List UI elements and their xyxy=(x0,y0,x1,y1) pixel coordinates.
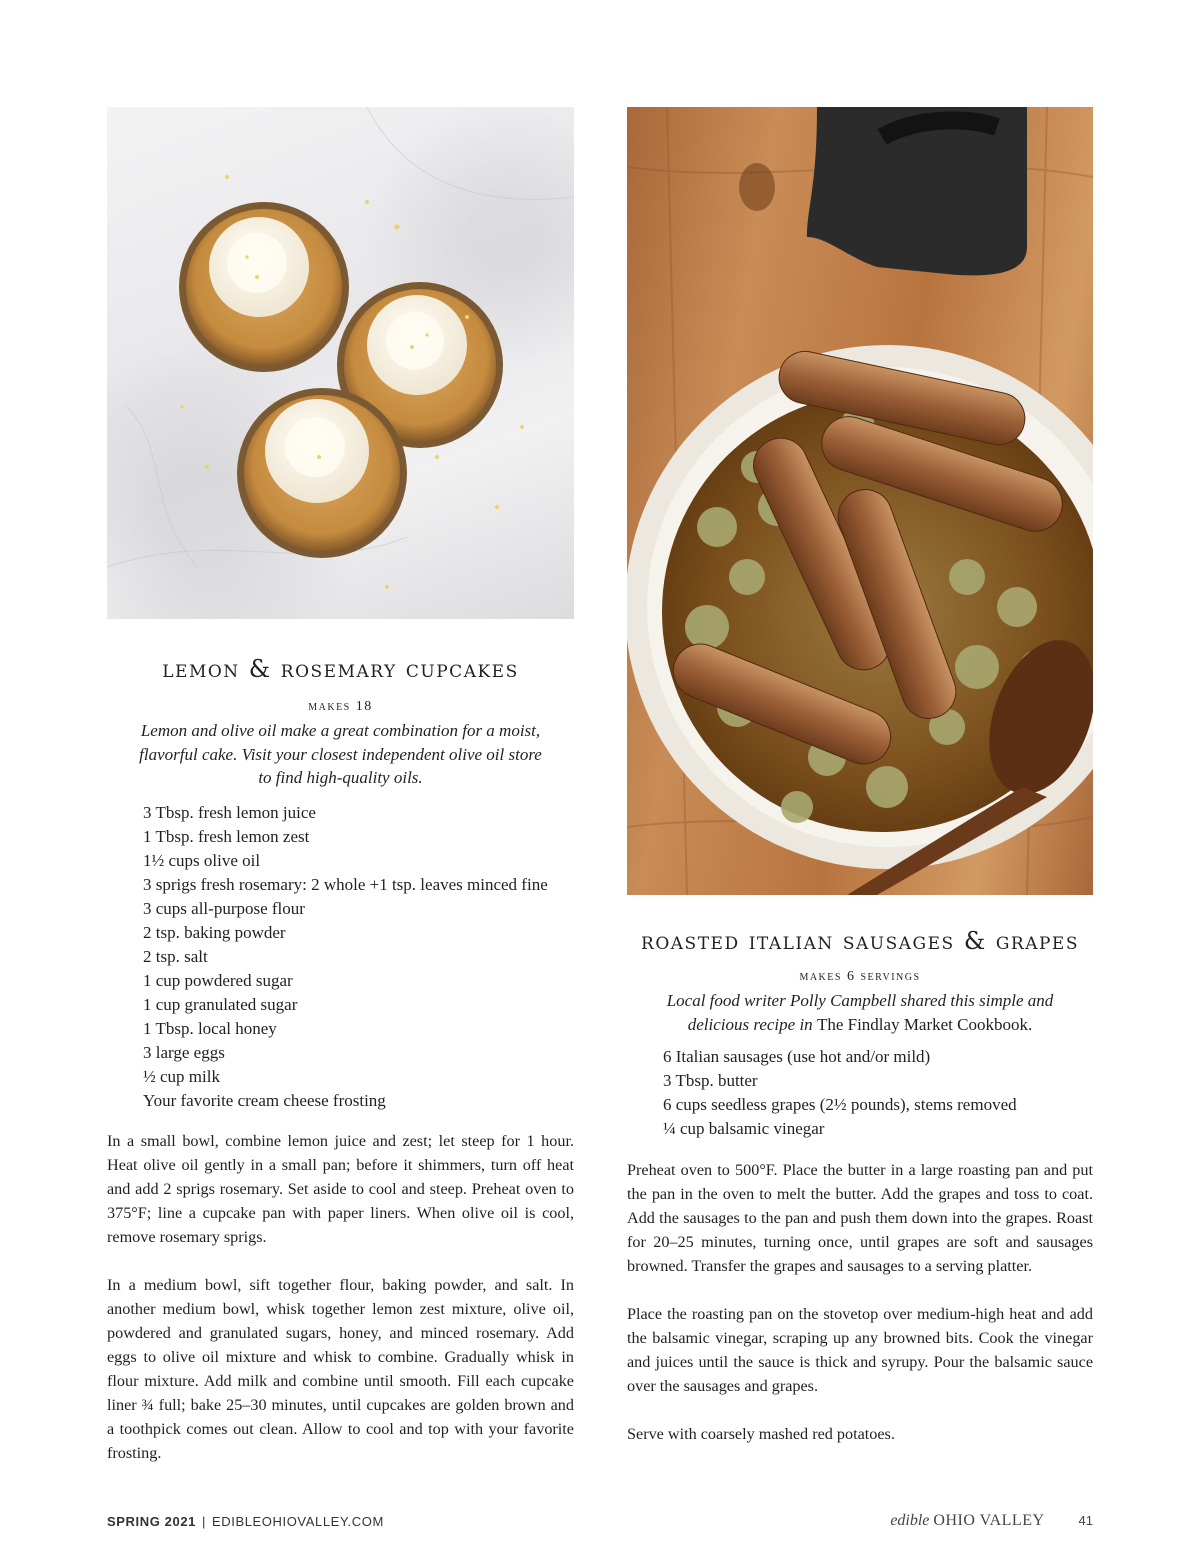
instruction-paragraph: In a small bowl, combine lemon juice and zest; let steep for 1 hour. Heat olive oil gently in a small pan; before it shimmers, turn off heat and add 2 sprigs rosemary. Set aside to cool and steep. Preheat oven to 375°F; line a cupcake pan with paper liners. When olive oil is cool, remove rosemary sprigs. xyxy=(107,1132,574,1246)
ingredient-item: 3 large eggs xyxy=(143,1043,225,1062)
cupcakes-illustration xyxy=(107,107,574,619)
ingredient-item: 2 tsp. salt xyxy=(143,947,208,966)
recipe-intro: Lemon and olive oil make a great combination for a moist, flavorful cake. Visit your closest independent olive oil store to find high-quality oils. xyxy=(139,721,542,787)
sausages-photo xyxy=(627,107,1093,895)
ingredient-list xyxy=(663,1045,1093,1141)
left-column xyxy=(107,107,574,1462)
ingredient-item: 1 Tbsp. local honey xyxy=(143,1019,277,1038)
footer-issue xyxy=(107,1514,384,1529)
issue-season: SPRING 2021 xyxy=(107,1514,196,1529)
right-column xyxy=(627,107,1093,1443)
footer-separator: | xyxy=(201,1514,206,1529)
ingredient-item: 6 cups seedless grapes (2½ pounds), stems removed xyxy=(663,1095,1017,1114)
ingredient-item: ¼ cup balsamic vinegar xyxy=(663,1119,825,1138)
sausages-illustration xyxy=(627,107,1093,895)
page-number: 41 xyxy=(1078,1513,1093,1528)
ingredient-item: 1½ cups olive oil xyxy=(143,851,261,870)
ingredient-item: 3 Tbsp. butter xyxy=(663,1071,758,1090)
book-title: The Findlay Market Cookbook. xyxy=(816,1014,1033,1034)
pitcher xyxy=(807,107,1027,275)
brand-edible: edible xyxy=(890,1512,930,1529)
recipe-yield: makes 18 xyxy=(308,699,373,714)
ingredient-item: 3 sprigs fresh rosemary: 2 whole +1 tsp. leaves minced fine xyxy=(143,875,548,894)
recipe-title: roasted italian sausages & grapes xyxy=(641,927,1079,955)
ingredient-item: 1 cup powdered sugar xyxy=(143,971,293,990)
recipe-intro-text: Local food writer Polly Campbell shared this simple and delicious recipe in xyxy=(666,991,1054,1034)
instruction-paragraph: Serve with coarsely mashed red potatoes. xyxy=(627,1425,895,1443)
instruction-paragraph: In a medium bowl, sift together flour, baking powder, and salt. In another medium bowl, whisk together lemon zest mixture, olive oil, powdered and granulated sugars, honey, and minced rosemary. Add eggs to olive oil mixture and whisk to combine. Gradually whisk in flour mixture. Add milk and combine until smooth. Fill each cupcake liner ¾ full; bake 25–30 minutes, until cupcakes are golden brown and a toothpick comes out clean. Allow to cool and top with your favorite frosting. xyxy=(107,1276,574,1462)
ingredient-item: Your favorite cream cheese frosting xyxy=(143,1091,386,1110)
ingredient-item: 1 Tbsp. fresh lemon zest xyxy=(143,827,310,846)
instruction-paragraph: Preheat oven to 500°F. Place the butter in a large roasting pan and put the pan in the oven to melt the butter. Add the grapes and toss to coat. Add the sausages to the pan and push them down into the grapes. Roast for 20–25 minutes, turning once, until grapes are soft and sausages browned. Transfer the grapes and sausages to a serving platter. xyxy=(627,1161,1093,1275)
ingredient-list xyxy=(143,801,574,1113)
recipe-instructions xyxy=(107,1129,574,1465)
ingredient-item: 2 tsp. baking powder xyxy=(143,923,286,942)
recipe-title: lemon & rosemary cupcakes xyxy=(162,655,519,683)
cupcake-3 xyxy=(237,388,407,558)
ingredient-item: 6 Italian sausages (use hot and/or mild) xyxy=(663,1047,931,1066)
ingredient-item: 3 cups all-purpose flour xyxy=(143,899,305,918)
ingredient-item: ½ cup milk xyxy=(143,1067,220,1086)
brand-region: OHIO VALLEY xyxy=(933,1512,1045,1529)
ingredient-item: 1 cup granulated sugar xyxy=(143,995,298,1014)
cupcake-1 xyxy=(179,202,349,372)
recipe-intro xyxy=(647,989,1073,1036)
recipe-yield: makes 6 servings xyxy=(799,969,921,984)
ingredient-item: 3 Tbsp. fresh lemon juice xyxy=(143,803,316,822)
website-link[interactable]: EDIBLEOHIOVALLEY.COM xyxy=(211,1514,384,1529)
recipe-instructions xyxy=(627,1158,1093,1446)
footer-brand xyxy=(890,1512,1093,1530)
cupcakes-photo xyxy=(107,107,574,619)
instruction-paragraph: Place the roasting pan on the stovetop over medium-high heat and add the balsamic vinegar, scraping up any browned bits. Cook the vinegar and juices until the sauce is thick and syrupy. Pour the balsamic sauce over the sausages and grapes. xyxy=(627,1305,1093,1395)
